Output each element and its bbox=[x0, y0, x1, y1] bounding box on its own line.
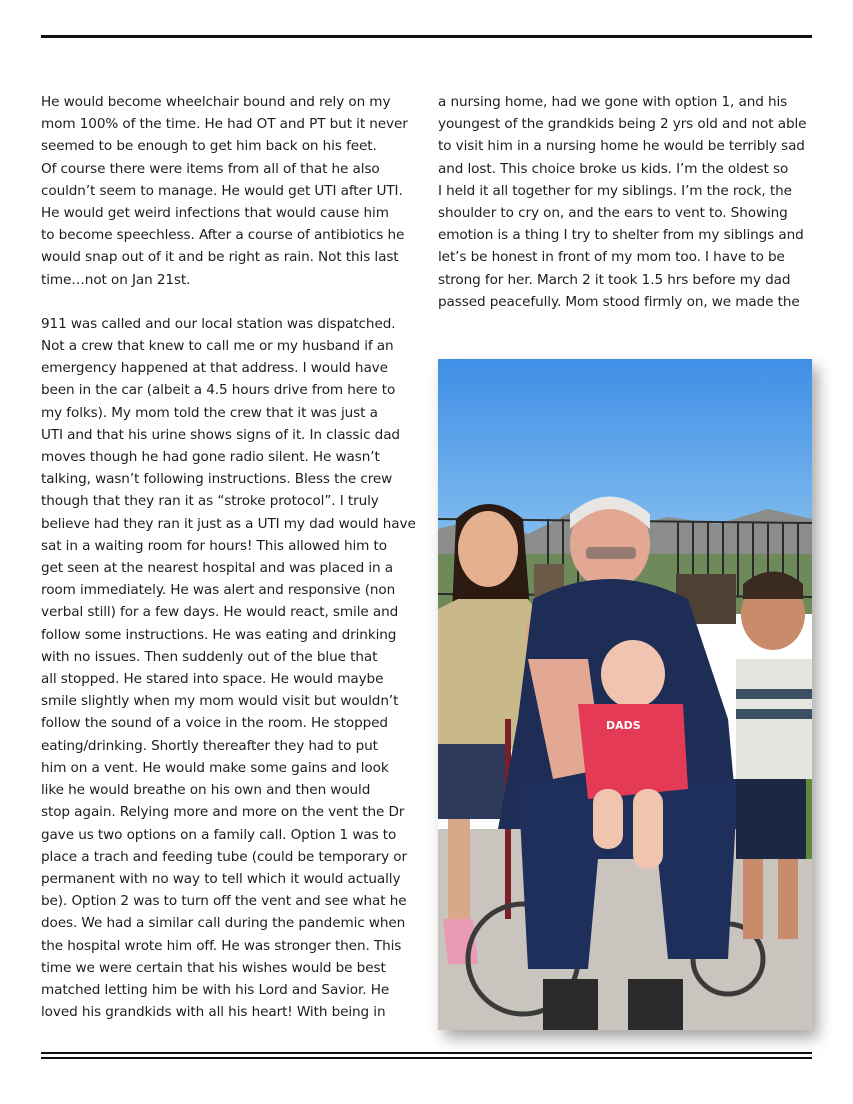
text-line: like he would breathe on his own and then would bbox=[41, 782, 371, 799]
text-line: Not a crew that knew to call me or my husband if an bbox=[41, 338, 394, 355]
text-line: to visit him in a nursing home he would be terribly sad bbox=[438, 138, 805, 155]
text-line: smile slightly when my mom would visit but wouldn’t bbox=[41, 693, 399, 710]
text-line: and lost. This choice broke us kids. I’m the oldest so bbox=[438, 160, 789, 177]
text-line: believe had they ran it just as a UTI my dad would have bbox=[41, 515, 416, 532]
footrest bbox=[543, 979, 598, 1030]
text-line: does. We had a similar call during the pandemic when bbox=[41, 915, 406, 932]
text-line: been in the car (albeit a 4.5 hours drive from here to bbox=[41, 382, 396, 399]
shirt-text: DADS bbox=[606, 719, 641, 732]
text-line: time we were certain that his wishes would be best bbox=[41, 959, 386, 976]
text-line: though that they ran it as “stroke protocol”. I truly bbox=[41, 493, 379, 510]
text-line: stop again. Relying more and more on the vent the Dr bbox=[41, 804, 405, 821]
text-line: I held it all together for my siblings. I’m the rock, the bbox=[438, 182, 792, 199]
text-line: verbal still) for a few days. He would react, smile and bbox=[41, 604, 399, 621]
text-line: moves though he had gone radio silent. He wasn’t bbox=[41, 449, 380, 466]
text-line: let’s be honest in front of my mom too. I have to be bbox=[438, 249, 785, 266]
text-line: with no issues. Then suddenly out of the blue that bbox=[41, 648, 378, 665]
text-line: a nursing home, had we gone with option 1, and his bbox=[438, 94, 788, 110]
text-line: him on a vent. He would make some gains and look bbox=[41, 759, 389, 776]
text-line: room immediately. He was alert and responsive (non bbox=[41, 582, 396, 599]
left-paragraph-1 bbox=[41, 91, 421, 291]
family-photo bbox=[438, 359, 812, 1030]
bottom-rule bbox=[41, 1052, 812, 1054]
text-line: youngest of the grandkids being 2 yrs old and not able bbox=[438, 116, 807, 133]
text-line: the hospital wrote him off. He was stronger then. This bbox=[41, 937, 402, 954]
footrest bbox=[628, 979, 683, 1030]
right-column bbox=[438, 91, 818, 313]
text-line: seemed to be enough to get him back on his feet. bbox=[41, 138, 377, 155]
top-rule bbox=[41, 35, 812, 38]
text-line: emotion is a thing I try to shelter from my siblings and bbox=[438, 227, 804, 244]
text-line: UTI and that his urine shows signs of it. In classic dad bbox=[41, 426, 400, 443]
text-line: follow some instructions. He was eating and drinking bbox=[41, 626, 397, 643]
text-line: passed peacefully. Mom stood firmly on, we made the bbox=[438, 293, 800, 310]
text-line: gave us two options on a family call. Option 1 was to bbox=[41, 826, 397, 843]
paragraph-gap bbox=[41, 291, 421, 313]
text-line: time…not on Jan 21st. bbox=[41, 271, 191, 288]
text-line: get seen at the nearest hospital and was placed in a bbox=[41, 560, 393, 577]
text-line: 911 was called and our local station was dispatched. bbox=[41, 315, 396, 332]
text-line: permanent with no way to tell which it would actually bbox=[41, 870, 401, 887]
text-line: talking, wasn’t following instructions. Bless the crew bbox=[41, 471, 393, 488]
text-line: matched letting him be with his Lord and Savior. He bbox=[41, 981, 390, 998]
text-line: couldn’t seem to manage. He would get UTI after UTI. bbox=[41, 182, 403, 199]
text-line: Of course there were items from all of that he also bbox=[41, 160, 380, 177]
left-column bbox=[41, 91, 421, 1023]
text-line: He would become wheelchair bound and rely on my bbox=[41, 94, 391, 110]
text-line: loved his grandkids with all his heart! With being in bbox=[41, 1004, 386, 1021]
bottom-rule bbox=[41, 1057, 812, 1059]
text-line: He would get weird infections that would cause him bbox=[41, 205, 389, 222]
text-line: follow the sound of a voice in the room. He stopped bbox=[41, 715, 388, 732]
text-line: shoulder to cry on, and the ears to vent to. Showing bbox=[438, 205, 788, 222]
text-line: strong for her. March 2 it took 1.5 hrs before my dad bbox=[438, 271, 791, 288]
text-line: be). Option 2 was to turn off the vent and see what he bbox=[41, 893, 407, 910]
text-line: place a trach and feeding tube (could be temporary or bbox=[41, 848, 407, 865]
text-line: sat in a waiting room for hours! This allowed him to bbox=[41, 537, 387, 554]
left-paragraph-2 bbox=[41, 313, 421, 1024]
right-paragraph-1 bbox=[438, 91, 818, 313]
text-line: eating/drinking. Shortly thereafter they had to put bbox=[41, 737, 378, 754]
text-line: emergency happened at that address. I would have bbox=[41, 360, 388, 377]
text-line: my folks). My mom told the crew that it was just a bbox=[41, 404, 378, 421]
text-line: to become speechless. After a course of antibiotics he bbox=[41, 227, 405, 244]
text-line: would snap out of it and be right as rain. Not this last bbox=[41, 249, 399, 266]
text-line: all stopped. He stared into space. He would maybe bbox=[41, 671, 384, 688]
text-line: mom 100% of the time. He had OT and PT but it never bbox=[41, 116, 408, 133]
